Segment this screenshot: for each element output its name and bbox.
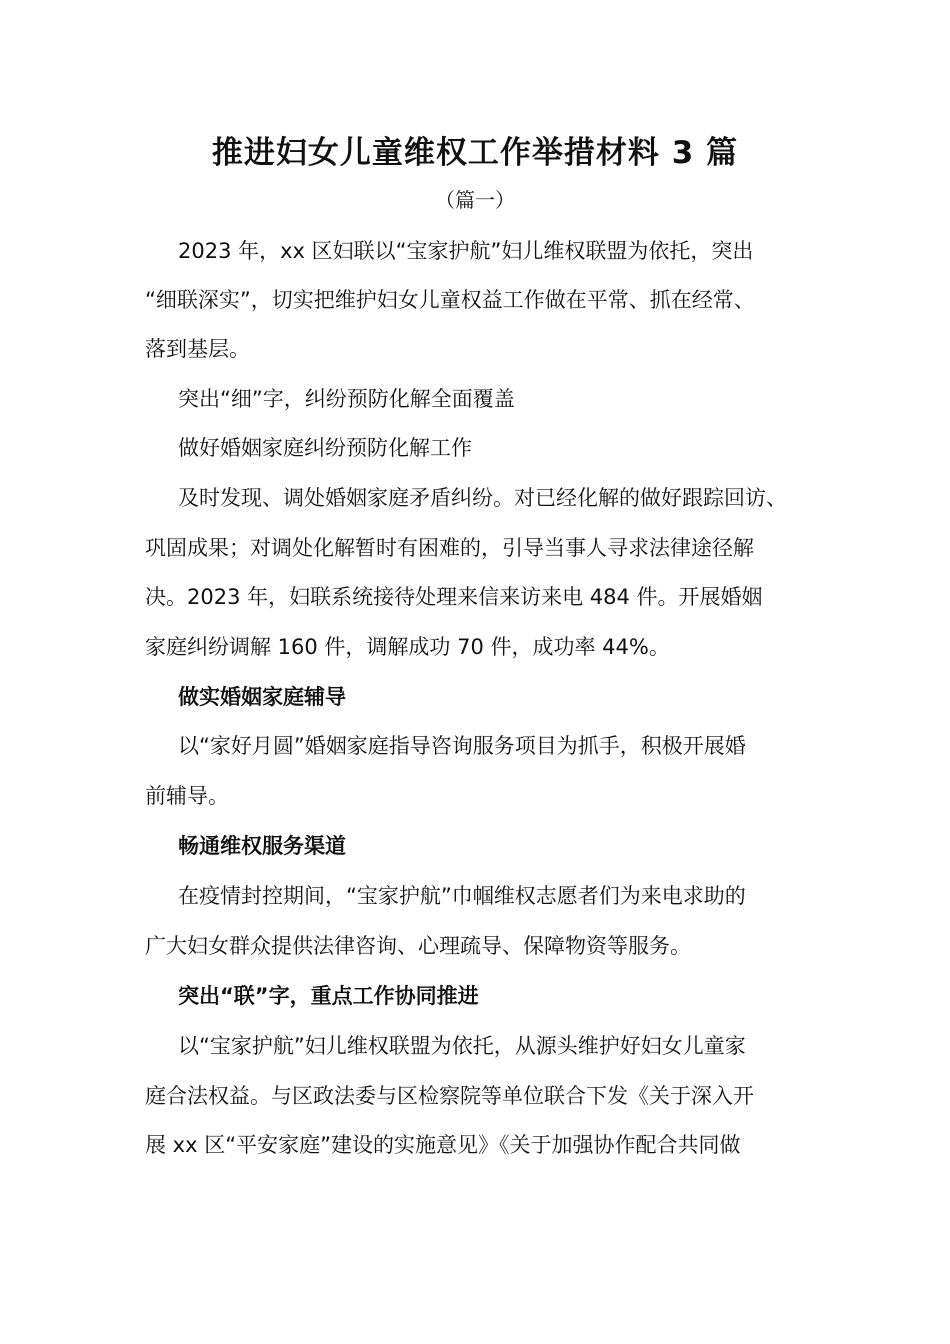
- subsection-heading: 畅通维权服务渠道: [178, 834, 346, 858]
- paragraph-line: 2023 年，xx 区妇联以“宝家护航”妇儿维权联盟为依托，突出: [178, 239, 754, 263]
- subsection-heading: 做实婚姻家庭辅导: [178, 685, 346, 709]
- paragraph-line: 庭合法权益。与区政法委与区检察院等单位联合下发《关于深入开: [145, 1084, 754, 1108]
- paragraph-line: 广大妇女群众提供法律咨询、心理疏导、保障物资等服务。: [145, 934, 691, 958]
- paragraph-line: 展 xx 区“平安家庭”建设的实施意见》《关于加强协作配合共同做: [145, 1133, 741, 1157]
- paragraph-line: 前辅导。: [145, 784, 229, 808]
- paragraph-line: 以“家好月圆”婚姻家庭指导咨询服务项目为抓手，积极开展婚: [178, 734, 746, 758]
- paragraph-line: 以“宝家护航”妇儿维权联盟为依托，从源头维护好妇女儿童家: [178, 1034, 746, 1058]
- section-heading: 突出“细”字，纠纷预防化解全面覆盖: [178, 387, 515, 411]
- document-title: 推进妇女儿童维权工作举措材料 3 篇: [211, 135, 739, 171]
- paragraph-line: 决。2023 年，妇联系统接待处理来信来访来电 484 件。开展婚姻: [145, 585, 763, 609]
- paragraph-line: “细联深实”，切实把维护妇女儿童权益工作做在平常、抓在经常、: [145, 288, 755, 312]
- subsection-heading: 做好婚姻家庭纠纷预防化解工作: [178, 436, 472, 460]
- paragraph-line: 在疫情封控期间，“宝家护航”巾帼维权志愿者们为来电求助的: [178, 884, 746, 908]
- paragraph-line: 及时发现、调处婚姻家庭矛盾纠纷。对已经化解的做好跟踪回访、: [178, 486, 787, 510]
- paragraph-line: 家庭纠纷调解 160 件，调解成功 70 件，成功率 44%。: [145, 635, 670, 659]
- paragraph-line: 巩固成果；对调处化解暂时有困难的，引导当事人寻求法律途径解: [145, 536, 754, 560]
- document-subtitle: （篇一）: [435, 188, 515, 212]
- section-heading: 突出“联”字，重点工作协同推进: [178, 984, 479, 1008]
- paragraph-line: 落到基层。: [145, 337, 250, 361]
